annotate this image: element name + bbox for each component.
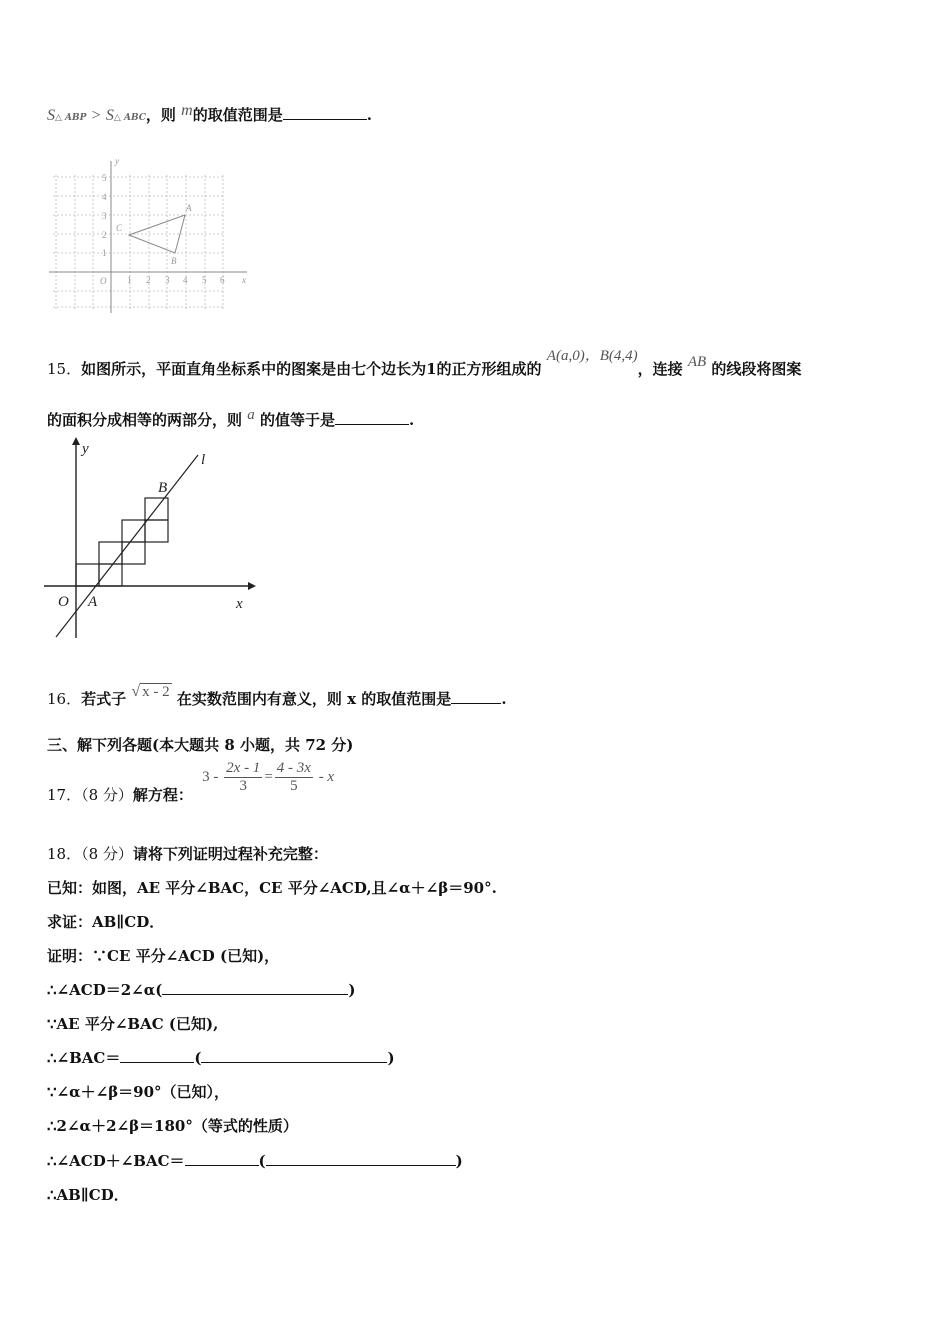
q15-line-l	[56, 455, 198, 637]
q18-header	[47, 843, 328, 864]
q15-var-a: a	[247, 407, 255, 423]
q16-text3: 的取值范围是	[361, 690, 452, 708]
q17-equation	[202, 760, 334, 795]
q18-step-sum-text: ∴∠ACD＋∠BAC＝	[47, 1152, 185, 1170]
q14-point-a: A	[186, 203, 192, 213]
q14-condition	[47, 104, 372, 125]
reason-blank-2[interactable]	[201, 1048, 387, 1063]
q14-x-tick: 4	[183, 275, 188, 285]
q18-number: 18．（8 分）	[47, 845, 133, 863]
q14-y-tick: 5	[102, 173, 107, 183]
range-text: 的取值范围是	[192, 106, 283, 124]
reason-blank-1[interactable]	[162, 980, 348, 995]
answer-blank-15[interactable]	[335, 410, 409, 425]
q17-frac1-numerator: 2x - 1	[226, 760, 261, 776]
q14-y-tick: 4	[102, 192, 107, 202]
q15-text4: 的线段将图案	[711, 360, 802, 378]
q18-step-sum	[47, 1150, 463, 1171]
q15-text1: 如图所示，平面直角坐标系中的图案是由七个边长为	[81, 360, 427, 378]
q15-origin: O	[58, 594, 69, 610]
q18-given-sum: ∵∠α＋∠β＝90°（已知），	[47, 1083, 230, 1101]
period: .	[409, 411, 415, 429]
q17-fraction-1	[224, 760, 262, 795]
q17-number: 17．（8 分）	[47, 786, 133, 804]
q14-x-tick: 3	[165, 275, 170, 285]
q18-double-sum: ∴2∠α＋2∠β＝180°（等式的性质）	[47, 1117, 298, 1135]
s-abc-subscript: △ ABC	[113, 113, 146, 123]
q14-x-tick: 2	[146, 275, 151, 285]
q14-x-tick: 1	[127, 275, 132, 285]
reason-blank-3[interactable]	[266, 1151, 456, 1166]
q17-equals: =	[264, 769, 273, 785]
q14-x-tick: 5	[202, 275, 207, 285]
q15-staircase-figure	[40, 433, 260, 643]
q16-text2: 在实数范围内有意义，则	[176, 690, 342, 708]
q18-ae-bisect: ∵AE 平分∠BAC (已知),	[47, 1015, 219, 1033]
open-paren: (	[258, 1152, 266, 1170]
close-paren: )	[387, 1049, 395, 1067]
period: .	[501, 690, 507, 708]
q15-text3: ，连接	[637, 360, 683, 378]
close-paren: )	[348, 981, 356, 999]
q14-y-label: y	[115, 156, 119, 166]
q15-point-a: A	[88, 594, 98, 610]
answer-blank-bac[interactable]	[120, 1048, 194, 1063]
q18-step-bac-text: ∴∠BAC＝	[47, 1049, 121, 1067]
s-abp: S	[47, 107, 55, 124]
q18-step-acd	[47, 979, 355, 1000]
var-m: m	[181, 102, 193, 119]
q15-y-label: y	[82, 441, 89, 457]
q18-step-acd-text: ∴∠ACD＝2∠α(	[47, 981, 163, 999]
q16-radicand: x - 2	[142, 684, 170, 700]
q15-text2: 的正方形组成的	[436, 360, 542, 378]
open-paren: (	[194, 1049, 202, 1067]
q15-number: 15．	[47, 360, 82, 378]
q17-frac2-denominator: 5	[290, 778, 298, 794]
q17-frac1-denominator: 3	[239, 778, 247, 794]
q14-y-tick: 1	[102, 248, 107, 258]
q14-grid-figure	[45, 155, 255, 315]
q16-number: 16．	[47, 690, 82, 708]
q17-text: 解方程：	[132, 786, 193, 804]
q15-x-arrow-icon	[248, 582, 256, 590]
q17-fraction-2	[275, 760, 313, 795]
q16-sqrt: √ x - 2	[131, 683, 170, 700]
q15-x-label: x	[236, 596, 243, 612]
q14-point-c: C	[116, 223, 123, 233]
q15-one: 1	[426, 360, 437, 378]
q14-y-tick: 3	[102, 211, 107, 221]
q17-rhs-tail: - x	[318, 769, 335, 785]
close-paren: )	[455, 1152, 463, 1170]
q14-y-tick: 2	[102, 230, 107, 240]
q16-line	[47, 683, 507, 709]
q17-lhs-const: 3 -	[202, 769, 219, 785]
answer-blank-14[interactable]	[283, 105, 367, 120]
q15-y-arrow-icon	[72, 437, 80, 445]
q16-text1: 若式子	[81, 690, 127, 708]
q15-ab: AB	[687, 354, 707, 370]
q18-step-bac	[47, 1047, 395, 1068]
q15-text6: 的值等于是	[259, 411, 335, 429]
q18-text: 请将下列证明过程补充完整：	[132, 845, 328, 863]
q18-given: 已知：如图，AE 平分∠BAC，CE 平分∠ACD,且∠α＋∠β＝90°.	[47, 879, 497, 897]
q14-point-b: B	[171, 256, 177, 266]
q15-line-label: l	[201, 452, 206, 468]
answer-blank-16[interactable]	[451, 689, 501, 704]
period: .	[366, 106, 372, 124]
greater-than: >	[91, 107, 101, 124]
q14-origin: O	[100, 276, 107, 286]
q15-point-b: B	[158, 480, 168, 496]
s-abc: S	[105, 107, 114, 124]
s-abp-subscript: △ ABP	[55, 113, 87, 123]
q15-line2	[47, 409, 414, 430]
q17-line	[47, 760, 335, 804]
q14-x-label: x	[242, 275, 246, 285]
q15-line1	[47, 348, 802, 379]
q18-conclusion: ∴AB∥CD．	[47, 1186, 129, 1204]
then-text: ，则	[145, 106, 176, 124]
q17-frac2-numerator: 4 - 3x	[276, 760, 311, 776]
q16-var-x: x	[347, 690, 357, 708]
q14-x-tick: 6	[220, 275, 225, 285]
answer-blank-sum[interactable]	[185, 1151, 259, 1166]
q15-coords: A(a,0)，B(4,4)	[546, 348, 638, 364]
q15-text5: 的面积分成相等的两部分，则	[47, 411, 243, 429]
q18-prove: 求证：AB∥CD．	[47, 913, 165, 931]
section-3-title: 三、解下列各题(本大题共 8 小题，共 72 分)	[47, 736, 354, 754]
q18-proof-start: 证明：∵CE 平分∠ACD (已知)，	[47, 947, 280, 965]
